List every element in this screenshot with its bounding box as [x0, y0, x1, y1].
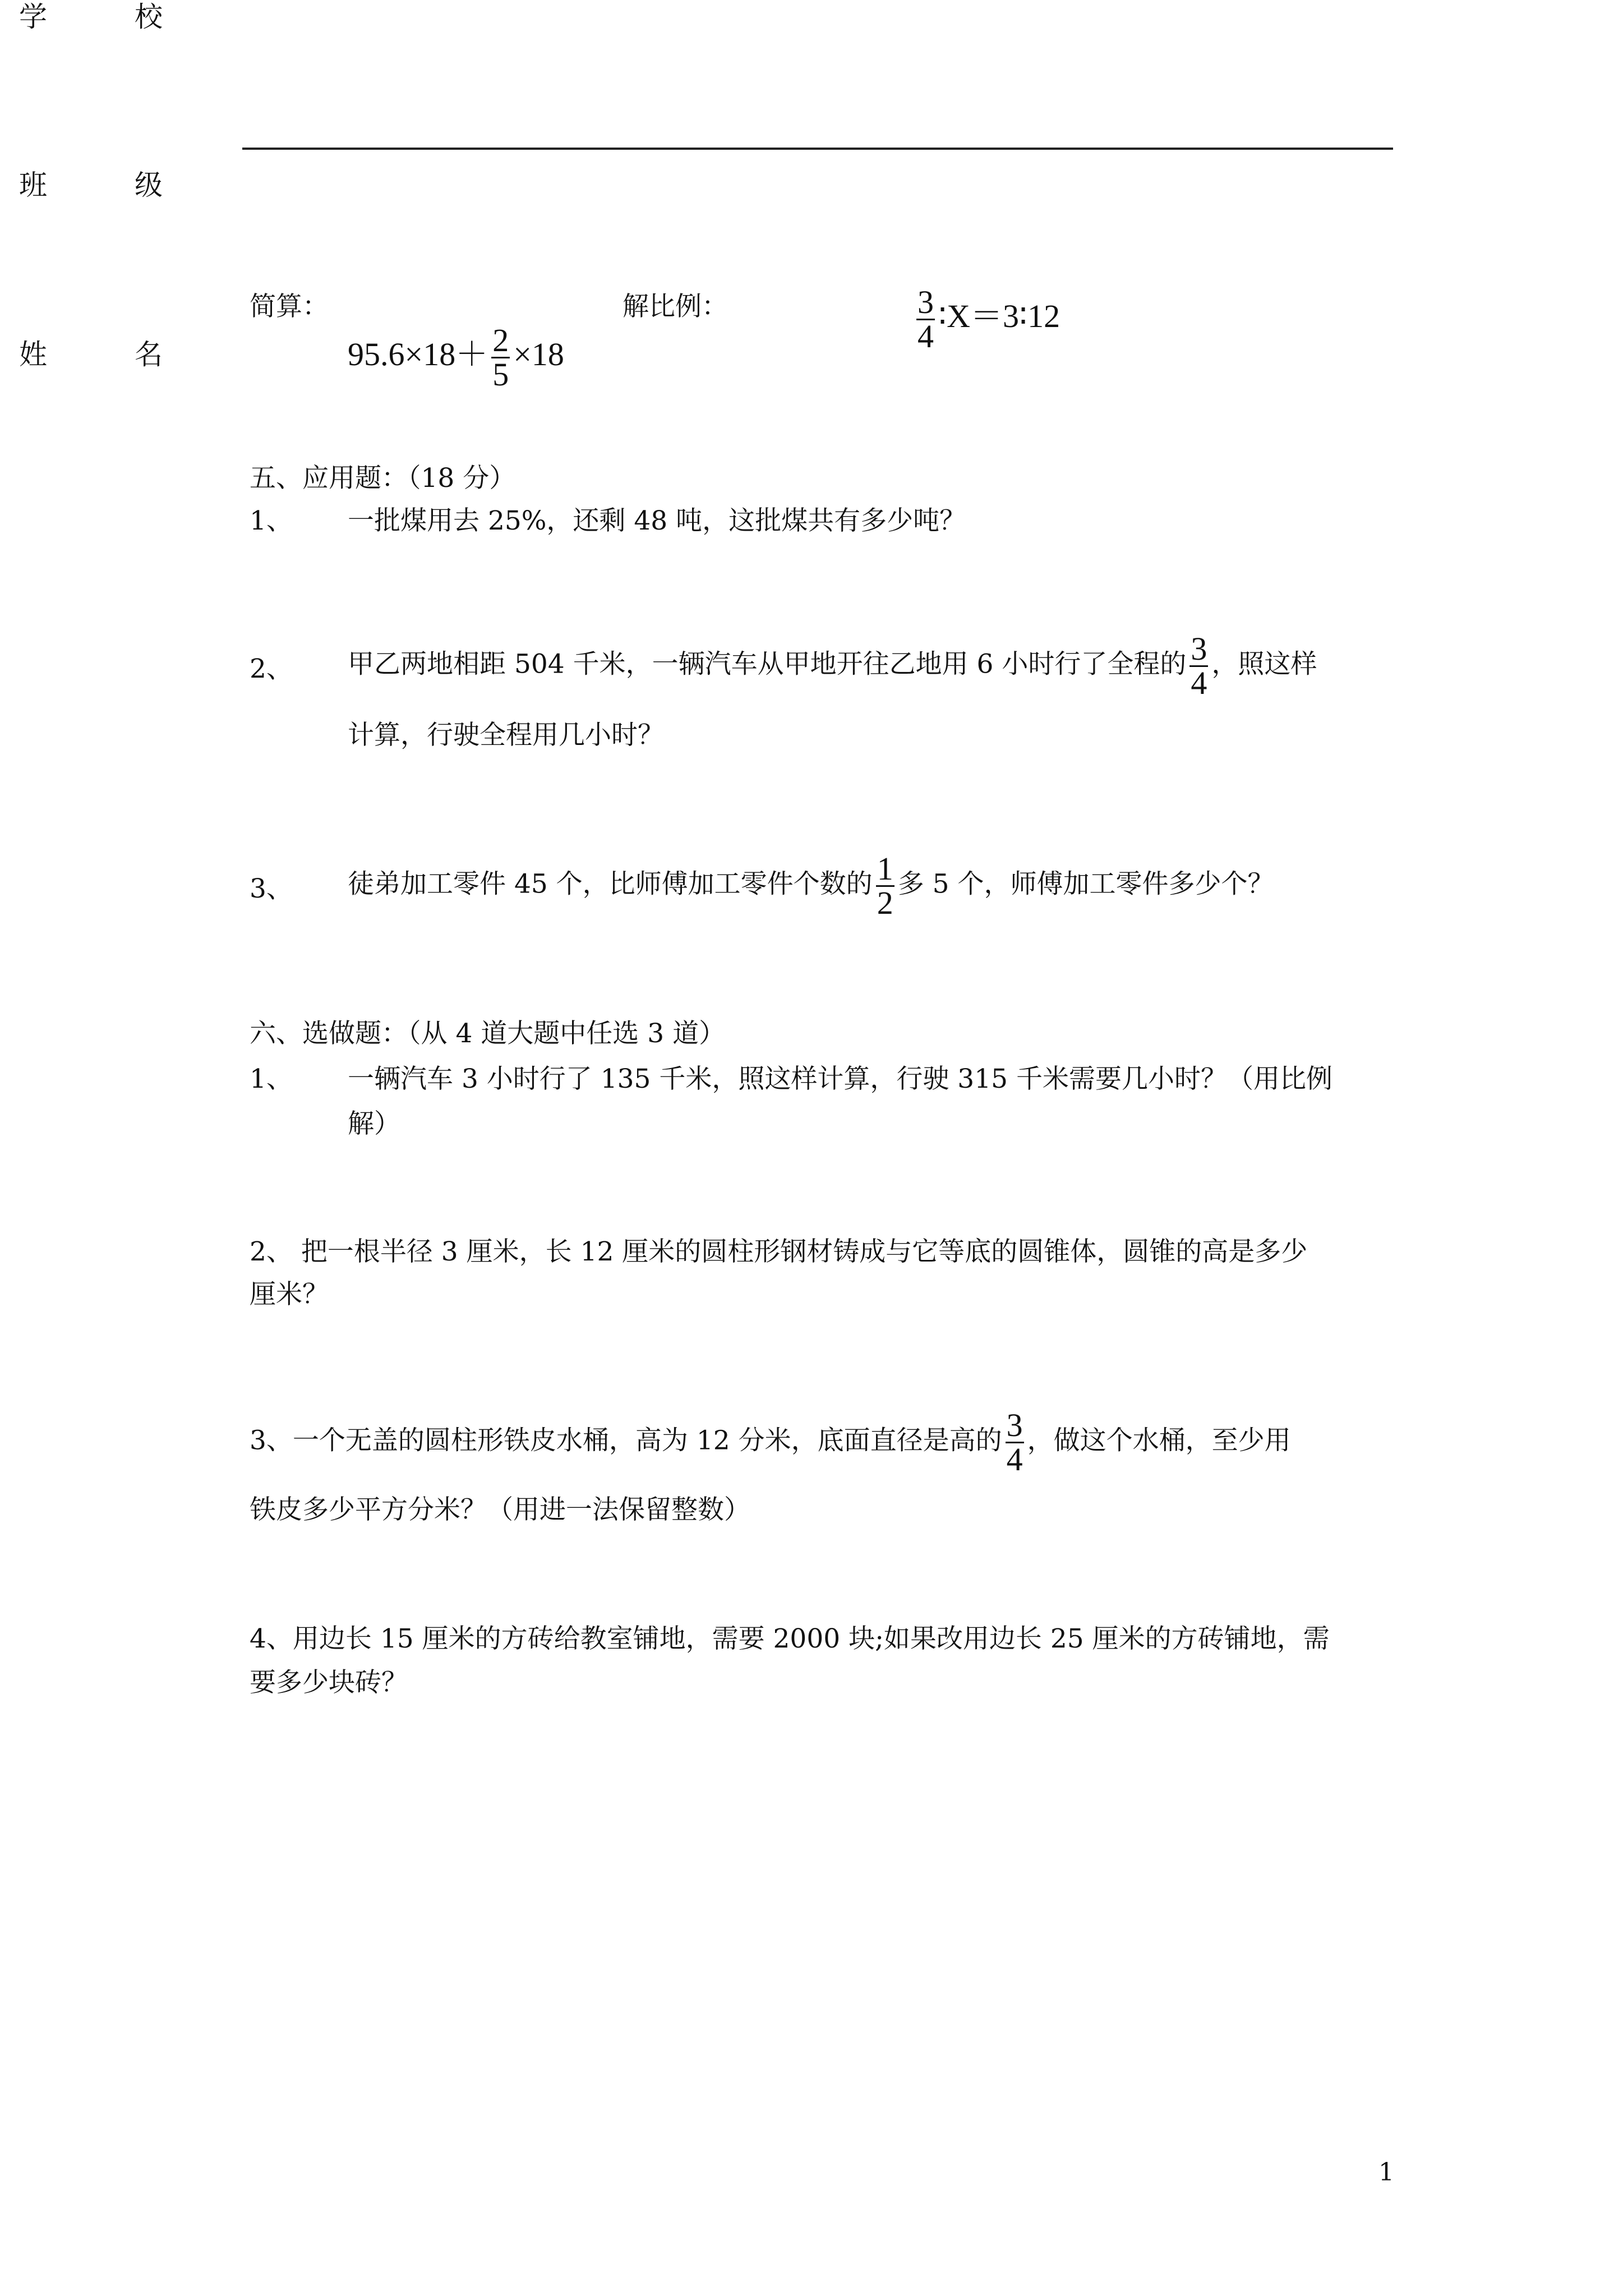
- ratio-frac-den: 4: [917, 318, 934, 355]
- s5-q3-fraction: [876, 850, 895, 921]
- s6-q3-fraction: [1006, 1409, 1024, 1476]
- ratio-expression: [913, 286, 1060, 353]
- s6-q3-line1: [250, 1409, 1291, 1476]
- simplify-label: 简算：: [250, 291, 329, 322]
- s5-q2-number: 2、: [250, 654, 293, 684]
- ratio-frac-num: 3: [917, 284, 934, 320]
- s5-q2-line1: [348, 633, 1317, 700]
- s5-q2-text-c: 计算，行驶全程用几小时？: [348, 720, 664, 751]
- s5-q3-number: 3、: [250, 873, 293, 904]
- s6-q1-text-a: 一辆汽车 3 小时行了 135 千米，照这样计算，行驶 315 千米需要几小时？（用比例: [348, 1064, 1332, 1094]
- side-label-ming: 名: [135, 338, 163, 371]
- s6-q3-frac-num: 3: [1006, 1407, 1023, 1443]
- s6-q2-line2: 厘米？: [250, 1279, 329, 1310]
- s6-q4-line1: 4、用边长 15 厘米的方砖给教室铺地，需要 2000 块;如果改用边长 25 厘米的方砖铺地，需: [250, 1623, 1330, 1654]
- section5-heading: 五、应用题：（18 分）: [250, 463, 516, 494]
- side-label-ji: 级: [135, 169, 163, 201]
- s6-q3-line2: 铁皮多少平方分米？（用进一法保留整数）: [250, 1494, 750, 1525]
- s5-q3-line: [348, 850, 1274, 921]
- side-label-xue: 学: [19, 1, 47, 33]
- side-label-xiao: 校: [135, 1, 163, 33]
- s5-q3-frac-den: 2: [877, 885, 893, 921]
- s6-q1-number: 1、: [250, 1064, 293, 1094]
- s5-q1-text: 一批煤用去 25%，还剩 48 吨，这批煤共有多少吨？: [348, 505, 966, 536]
- s6-q3-text-a: 3、一个无盖的圆柱形铁皮水桶，高为 12 分米，底面直径是高的: [250, 1425, 1002, 1456]
- s5-q3-frac-num: 1: [877, 850, 893, 887]
- simplify-expr-part2: ×18: [513, 335, 564, 372]
- simplify-expr-part1: 95.6×18＋: [348, 335, 488, 372]
- s6-q3-text-b: ，做这个水桶，至少用: [1027, 1425, 1291, 1456]
- s6-q1-text-b: 解）: [348, 1108, 400, 1139]
- side-label-ban: 班: [19, 169, 47, 201]
- s6-q2-line1: 2、 把一根半径 3 厘米，长 12 厘米的圆柱形钢材铸成与它等底的圆锥体，圆锥的高是多少: [250, 1236, 1308, 1267]
- s5-q3-text-b: 多 5 个，师傅加工零件多少个？: [897, 868, 1274, 900]
- s6-q4-line2: 要多少块砖？: [250, 1667, 408, 1698]
- side-label-xing: 姓: [19, 338, 47, 371]
- ratio-expr-rest: ∶X＝3∶12: [938, 297, 1061, 334]
- s5-q2-fraction: [1189, 633, 1208, 700]
- simplify-fraction: [491, 324, 510, 391]
- section6-heading: 六、选做题：（从 4 道大题中任选 3 道）: [250, 1018, 726, 1049]
- s5-q2-frac-den: 4: [1191, 665, 1207, 701]
- ratio-label: 解比例：: [623, 291, 728, 322]
- s5-q2-text-a: 甲乙两地相距 504 千米，一辆汽车从甲地开往乙地用 6 小时行了全程的: [348, 648, 1187, 680]
- s6-q3-frac-den: 4: [1006, 1441, 1023, 1478]
- simplify-frac-den: 5: [492, 356, 509, 393]
- simplify-frac-num: 2: [492, 322, 509, 358]
- header-divider-line: [242, 148, 1393, 150]
- ratio-fraction: [916, 286, 935, 353]
- simplify-expression: [348, 324, 564, 391]
- page-number: 1: [1378, 2158, 1394, 2187]
- s5-q1-number: 1、: [250, 505, 293, 536]
- s5-q3-text-a: 徒弟加工零件 45 个，比师傅加工零件个数的: [348, 868, 873, 900]
- s5-q2-text-b: ，照这样: [1211, 648, 1317, 680]
- s5-q2-frac-num: 3: [1191, 631, 1207, 667]
